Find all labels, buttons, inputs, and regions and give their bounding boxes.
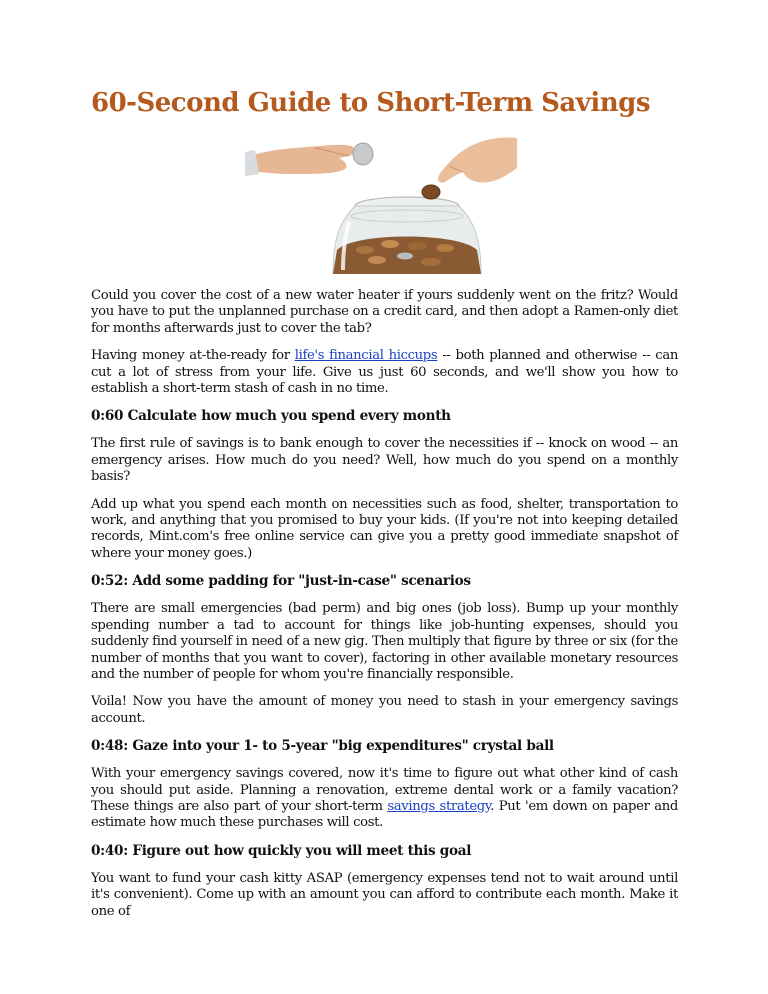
intro-paragraph: Could you cover the cost of a new water heater if yours suddenly went on the fritz? Would you have to put the unplanned purchase on a credit card, and then adopt a Ramen-only diet for months afterwards just to cover the tab? <box>91 288 678 336</box>
child-hand-icon <box>438 137 517 182</box>
body-paragraph: Voila! Now you have the amount of money you need to stash in your emergency savings account. <box>91 694 678 726</box>
page-title: 60-Second Guide to Short-Term Savings <box>91 88 650 118</box>
financial-hiccups-link[interactable]: life's financial hiccups <box>294 348 438 364</box>
text-run: Having money at-the-ready for <box>91 348 295 364</box>
section-heading-goal-timing: 0:40: Figure out how quickly you will meet this goal <box>91 842 472 859</box>
body-paragraph: The first rule of savings is to bank enough to cover the necessities if -- knock on wood -- an emergency arises. How much do you need? Well, how much do you spend on a monthly basis? <box>91 436 678 485</box>
body-paragraph: You want to fund your cash kitty ASAP (emergency expenses tend not to wait around until it's convenient). Come up with an amount you can afford to contribute each month. Make it one of <box>91 870 678 919</box>
body-paragraph: Add up what you spend each month on necessities such as food, shelter, transportation to work, and anything that you promised to buy your kids. (If you're not into keeping detailed records, Mint.com's free online service can give you a pretty good immediate snapshot of where your money goes.) <box>91 496 678 561</box>
adult-hand-icon <box>245 145 355 176</box>
text-run: . Put 'em down on paper and estimate how much these purchases will cost. <box>91 798 678 831</box>
body-paragraph <box>91 766 678 832</box>
body-paragraph: There are small emergencies (bad perm) and big ones (job loss). Bump up your monthly spending number a tad to account for things like job-hunting expenses, should you suddenly find yourself in need of a new gig. Then multiply that figure by three or six (for the number of months that you want to cover), factoring in other available monetary resources and the number of people for whom you're financially responsible. <box>91 601 678 682</box>
text-run: With your emergency savings covered, now it's time to figure out what other kind of cash you should put aside. Planning a renovation, extreme dental work or a family vacation? These things are also part of your short-term <box>91 766 678 814</box>
copper-coin-icon <box>422 185 440 199</box>
jar-icon <box>333 197 481 274</box>
article-body <box>91 288 678 931</box>
savings-strategy-link[interactable]: savings strategy <box>387 798 491 814</box>
section-heading-monthly-spend: 0:60 Calculate how much you spend every month <box>91 408 451 425</box>
silver-coin-icon <box>353 143 373 165</box>
stress-paragraph <box>91 348 678 397</box>
section-heading-padding: 0:52: Add some padding for "just-in-case" scenarios <box>91 573 471 590</box>
text-run: -- both planned and otherwise -- can cut a lot of stress from your life. Give us just 60 seconds, and we'll show you how to establish a short-term stash of cash in no time. <box>91 348 678 397</box>
coin-jar-savings-illustration <box>245 132 517 274</box>
section-heading-big-expenditures: 0:48: Gaze into your 1- to 5-year "big expenditures" crystal ball <box>91 738 554 755</box>
